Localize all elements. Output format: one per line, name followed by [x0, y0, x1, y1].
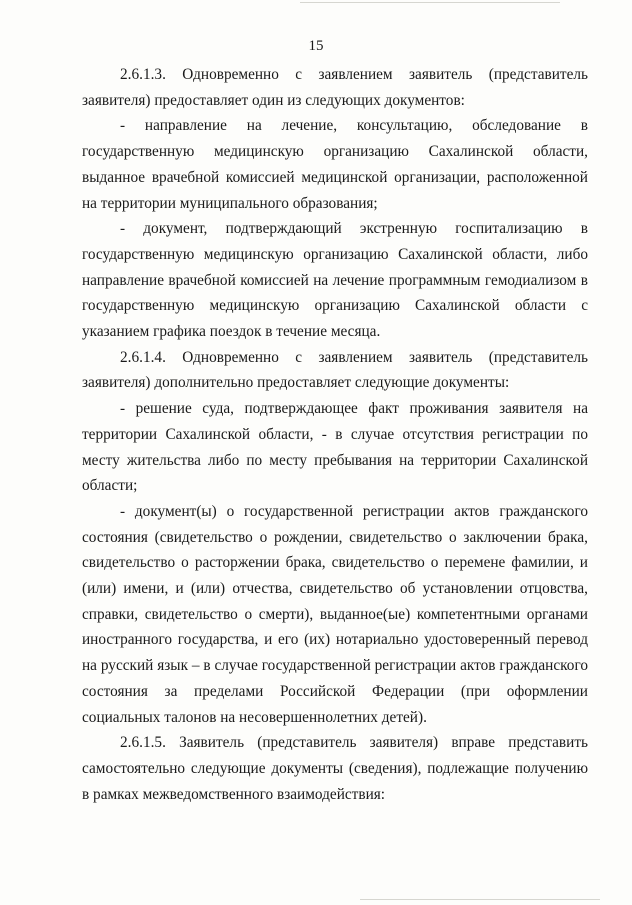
paragraph-2-6-1-4: 2.6.1.4. Одновременно с заявлением заявитель (представитель заявителя) дополнительно предоставляет следующие документы:	[82, 348, 588, 392]
scan-edge-top	[300, 2, 560, 3]
page-number: 15	[308, 38, 324, 54]
paragraph-2-6-1-3: 2.6.1.3. Одновременно с заявлением заявитель (представитель заявителя) предоставляет один из следующих документов:	[82, 66, 588, 109]
scan-edge-bottom	[360, 899, 600, 900]
document-body	[82, 62, 588, 807]
list-item-hospitalization: - документ, подтверждающий экстренную госпитализацию в государственную медицинскую организацию Сахалинской области, либо направление врачебной комиссией на лечение программным гемодиализом в государственную медицинскую организацию Сахалинской области с указанием графика поездок в течение месяца.	[82, 220, 588, 341]
paragraph-2-6-1-5: 2.6.1.5. Заявитель (представитель заявителя) вправе представить самостоятельно следующие документы (сведения), подлежащие получению в рамках межведомственного взаимодействия:	[82, 734, 588, 803]
list-item-court-decision: - решение суда, подтверждающее факт проживания заявителя на территории Сахалинской области, - в случае отсутствия регистрации по месту жительства либо по месту пребывания на территории Сахалинской области;	[82, 400, 588, 495]
list-item-referral: - направление на лечение, консультацию, обследование в государственную медицинскую организацию Сахалинской области, выданное врачебной комиссией медицинской организации, расположенной на территории муниципального образования;	[82, 117, 588, 212]
list-item-civil-registration: - документ(ы) о государственной регистрации актов гражданского состояния (свидетельство о рождении, свидетельство о заключении брака, свидетельство о расторжении брака, свидетельство о перемене фамилии, и (или) имени, и (или) отчества, свидетельство об установлении отцовства, справки, свидетельство о смерти), выданное(ые) компетентными органами иностранного государства, и его (их) нотариально удостоверенный перевод на русский язык – в случае государственной регистрации актов гражданского состояния за пределами Российской Федерации (при оформлении социальных талонов на несовершеннолетних детей).	[82, 502, 588, 726]
